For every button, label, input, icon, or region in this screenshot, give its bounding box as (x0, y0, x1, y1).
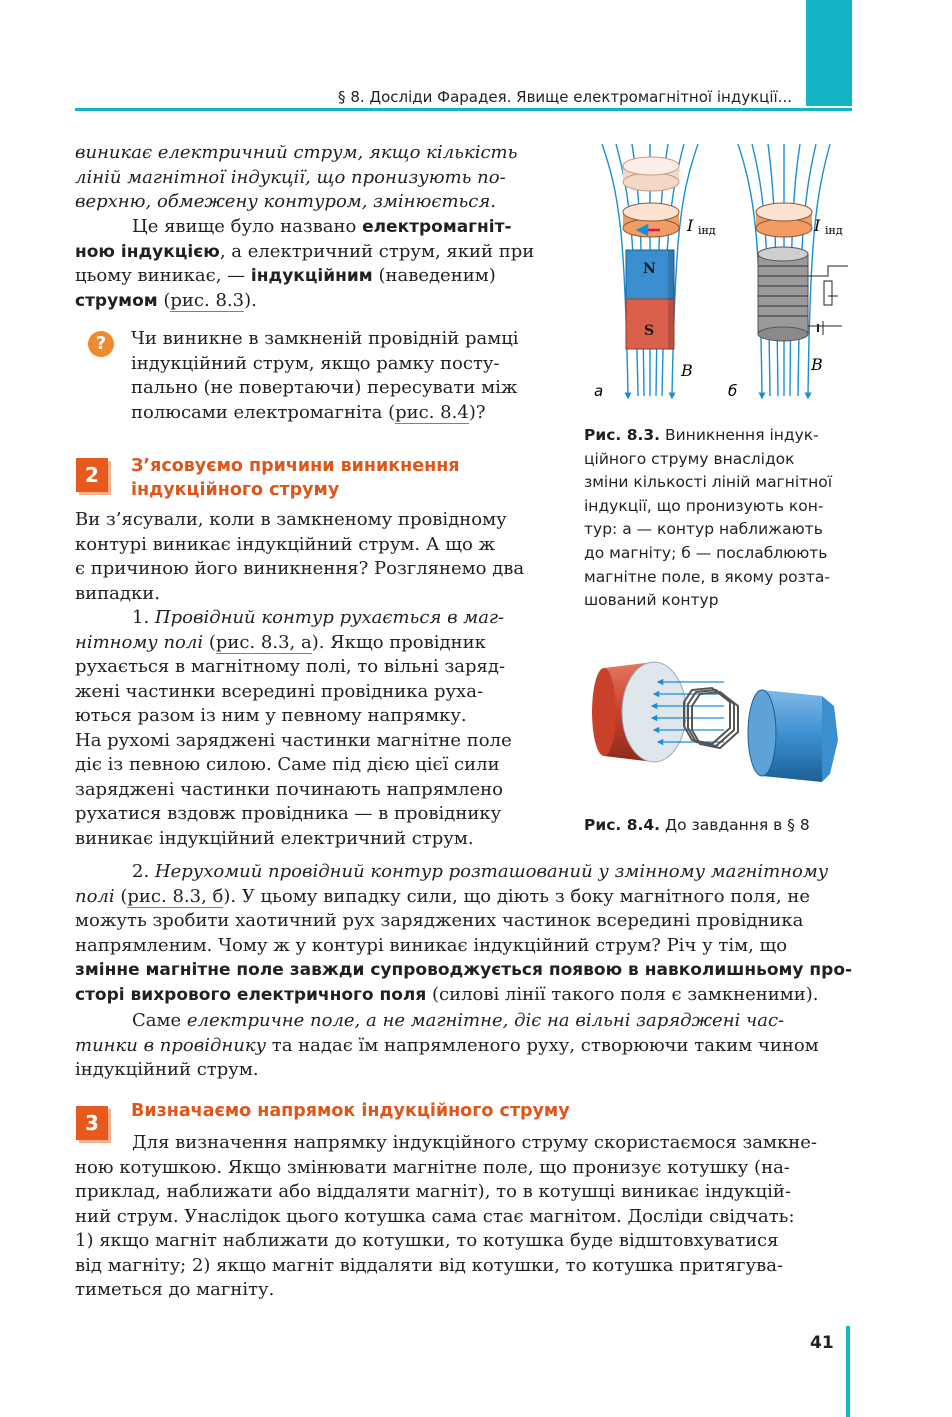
b-vector-label-a: B (681, 361, 693, 380)
text-line (75, 885, 851, 910)
text-line (75, 860, 851, 885)
coil-ring-b (756, 203, 812, 237)
text-run: та надає їм напрямленого руху, створюючи таким чином (266, 1034, 819, 1056)
text-line (75, 264, 550, 289)
caption-label: Рис. 8.4. (584, 816, 661, 834)
current-subscript-b: інд (825, 224, 843, 237)
text-run: полюсами електромагніта ( (131, 401, 396, 423)
text-line: верхню, обмежену контуром, змінюється. (75, 191, 497, 212)
case1-paragraph (75, 606, 550, 851)
caption-line: магнітне поле, в якому розта- (584, 567, 831, 586)
subfigure-b-label: б (728, 382, 738, 400)
text-line: ний струм. Унаслідок цього котушка сама стає магнітом. Досліди свідчать: (75, 1205, 795, 1227)
caption-line: зміни кількості ліній магнітної (584, 473, 833, 492)
text-line: пально (не повертаючи) пересувати між (131, 377, 518, 398)
text-italic: Нерухомий провідний контур розташований у змінному магнітному (154, 861, 829, 882)
text-line (131, 401, 550, 426)
text-line: від магніту; 2) якщо магніт віддаляти від котушки, то котушка притягува- (75, 1254, 784, 1276)
subfigure-a-label: а (594, 382, 604, 400)
magnet-red-pole (592, 662, 686, 762)
caption-text: Виникнення індук- (660, 426, 819, 444)
text-line: ються разом із ним у певному напрямку. (75, 705, 467, 726)
text-line: ною котушкою. Якщо змінювати магнітне поле, що пронизує котушку (на- (75, 1156, 790, 1178)
text-line: рухатися вздовж провідника — в провіднику (75, 803, 502, 824)
text-line: 1) якщо магніт наближати до котушки, то котушка буде відштовхуватися (75, 1230, 779, 1251)
page-number: 41 (810, 1333, 834, 1353)
header-rule (75, 108, 852, 111)
text-line: тиметься до магніту. (75, 1279, 275, 1300)
section-title-line: З’ясовуємо причини виникнення (131, 456, 460, 476)
text-run: цьому виникає, — (75, 265, 251, 286)
figure-link[interactable]: рис. 8.3 (170, 289, 245, 311)
current-subscript-a: інд (698, 224, 716, 237)
text-line (75, 215, 550, 240)
text-line: виникає індукційний електричний струм. (75, 827, 474, 849)
caption-line: до магніту; б — послаблюють (584, 543, 828, 562)
text-italic: полі (75, 885, 115, 907)
figure-link[interactable]: рис. 8.3, б (127, 885, 224, 907)
text-run: ). У цьому випадку сили, що діють з боку магнітного поля, не (223, 885, 811, 907)
section-title (131, 454, 460, 502)
text-run: 1. (132, 607, 155, 628)
text-line: є причиною його виникнення? Розглянемо два (75, 558, 525, 579)
section-title-line: індукційного струму (131, 480, 340, 500)
text-line: рухається в магнітному полі, то вільні заряд- (75, 656, 506, 677)
figure-8-4 (584, 650, 852, 810)
figure-link[interactable]: рис. 8.4 (395, 401, 469, 423)
text-line: жені частинки всередині провідника руха- (75, 680, 484, 702)
page-number-bar (846, 1326, 850, 1417)
text-line (75, 289, 550, 314)
section-number: 2 (76, 458, 108, 492)
text-line (75, 631, 550, 656)
case2-paragraph (75, 860, 851, 1007)
term-bold: струмом (75, 290, 158, 311)
figure-link[interactable]: рис. 8.3, а (215, 631, 312, 653)
electromagnet-coil (758, 247, 848, 341)
caption-line: індукції, що пронизують кон- (584, 496, 824, 515)
text-italic: Провідний контур рухається в маг- (154, 607, 505, 628)
caption-line (584, 424, 850, 448)
caption-line (584, 814, 850, 838)
text-run: ( (203, 631, 216, 653)
text-italic: електричне поле, а не магнітне, діє на вільні заряджені час- (186, 1010, 785, 1031)
text-italic: нітному полі (75, 631, 204, 653)
text-line (75, 606, 550, 631)
text-line: індукційний струм, якщо рамку посту- (131, 352, 500, 374)
text-line (75, 983, 851, 1008)
text-line: індукційний струм. (75, 1059, 259, 1080)
causes-paragraph (75, 508, 550, 606)
text-line (75, 1034, 851, 1059)
text-run: )? (468, 401, 486, 423)
term-bold: ною індукцією (75, 241, 220, 262)
pole-n-label: N (643, 261, 656, 277)
text-line: На рухомі заряджені частинки магнітне поле (75, 729, 512, 751)
text-line: Ви з’ясували, коли в замкненому провідному (75, 509, 507, 530)
text-italic: тинки в провіднику (75, 1034, 267, 1056)
text-run: ). (244, 289, 257, 311)
question-icon: ? (88, 331, 114, 357)
text-line (75, 240, 550, 265)
text-run: 2. (132, 861, 155, 882)
text-run: ). Якщо провідник (311, 631, 486, 653)
text-line: Чи виникне в замкненій провідній рамці (131, 328, 519, 349)
text-bold: змінне магнітне поле завжди супроводжується появою в навколишньому про- (75, 960, 853, 980)
section-number: 3 (76, 1106, 108, 1140)
text-bold: сторі вихрового електричного поля (75, 984, 427, 1005)
definition-paragraph (75, 215, 550, 313)
section-title: Визначаємо напрямок індукційного струму (131, 1101, 570, 1121)
text-run: Це явище було названо (132, 216, 363, 237)
text-run: , а електричний струм, який при (219, 240, 535, 262)
text-line (75, 1009, 851, 1034)
caption-text: До завдання в § 8 (660, 816, 810, 834)
coil-ring-a (623, 203, 679, 237)
text-run: (наведеним) (372, 265, 496, 286)
current-label-a: I (687, 216, 694, 235)
text-run: ( (114, 885, 128, 907)
electric-field-paragraph (75, 1009, 851, 1083)
text-run: (силові лінії такого поля є замкненими). (426, 983, 819, 1005)
term-bold: індукційним (250, 266, 373, 286)
caption-line: ційного струму внаслідок (584, 449, 795, 468)
text-line: ліній магнітної індукції, що пронизують по- (75, 166, 506, 188)
current-label-b: I (814, 216, 821, 235)
text-run: Саме (132, 1010, 187, 1031)
text-line: виникає електричний струм, якщо кількість (75, 142, 518, 163)
text-line: приклад, наближати або віддаляти магніт), то в котушці виникає індукцій- (75, 1181, 791, 1202)
ring-faded (623, 157, 679, 191)
figure-8-3 (580, 136, 850, 406)
caption-line: тур: а — контур наближають (584, 520, 823, 539)
magnet-blue-pole (748, 690, 838, 782)
text-line: напрямленим. Чому ж у контурі виникає індукційний струм? Річ у тім, що (75, 934, 788, 956)
corner-tab (806, 0, 852, 106)
intro-paragraph (75, 141, 550, 215)
term-bold: електромагніт- (362, 217, 512, 237)
running-header: § 8. Досліди Фарадея. Явище електромагнітної індукції... (338, 88, 792, 106)
direction-paragraph (75, 1131, 851, 1303)
text-line (75, 958, 851, 983)
text-line: можуть зробити хаотичний рух заряджених частинок всередині провідника (75, 910, 804, 931)
pole-s-label: S (644, 323, 655, 339)
text-line: діє із певною силою. Саме під дією цієї сили (75, 754, 500, 775)
text-run: ( (157, 289, 171, 311)
question-paragraph (131, 327, 550, 425)
b-vector-label-b: B (811, 355, 823, 374)
text-line: випадки. (75, 582, 160, 604)
caption-label: Рис. 8.3. (584, 426, 661, 444)
caption-line: шований контур (584, 591, 719, 610)
text-line: заряджені частинки починають напрямлено (75, 778, 503, 800)
text-line: Для визначення напрямку індукційного струму скористаємося замкне- (132, 1132, 817, 1153)
figure-8-3-caption (584, 424, 850, 613)
figure-8-4-caption (584, 814, 850, 838)
text-line: контурі виникає індукційний струм. А що ж (75, 533, 496, 555)
